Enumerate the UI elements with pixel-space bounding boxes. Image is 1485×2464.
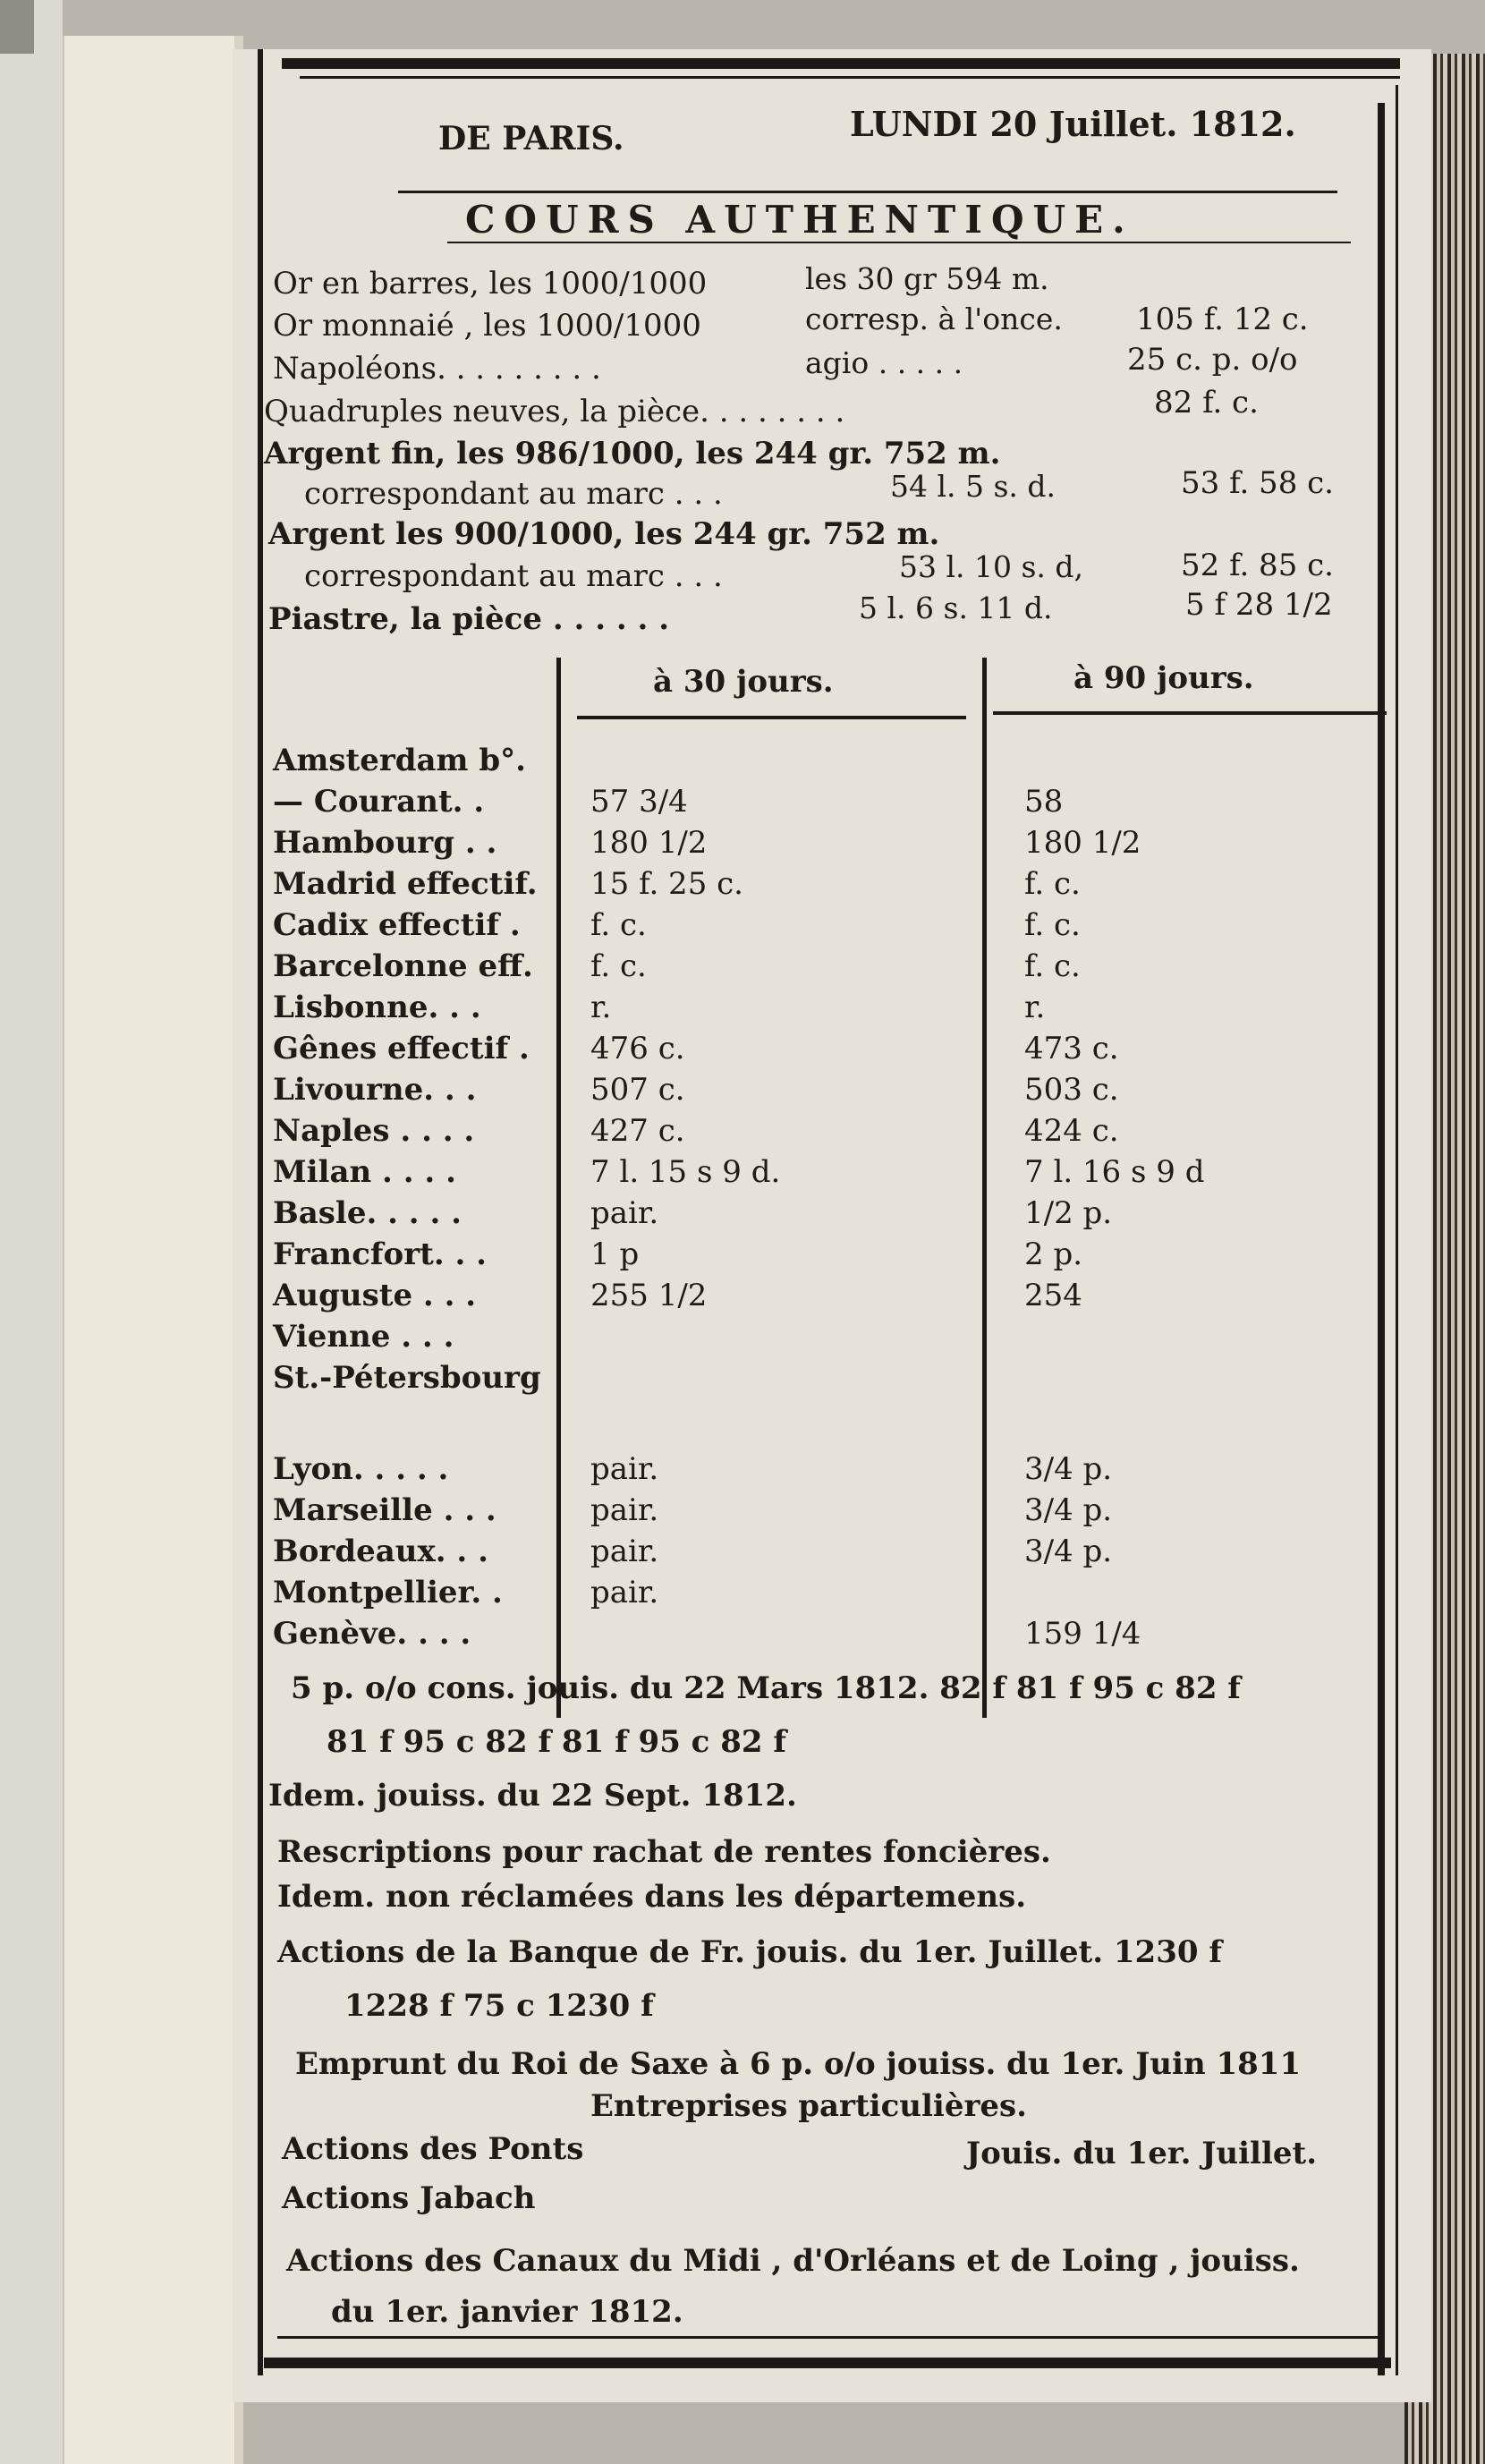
exchange-rate-30-days: f. c. xyxy=(590,907,647,943)
exchange-rate-90-days: 3/4 p. xyxy=(1024,1492,1113,1528)
exchange-place: Barcelonne eff. xyxy=(273,948,533,984)
header-rule xyxy=(398,191,1337,193)
exchange-rate-90-days: 58 xyxy=(1024,784,1064,820)
page-title: COURS AUTHENTIQUE. xyxy=(465,198,1134,242)
exchange-rate-30-days: 255 1/2 xyxy=(590,1278,708,1313)
exchange-rate-90-days: 254 xyxy=(1024,1278,1082,1313)
exchange-rate-90-days: 2 p. xyxy=(1024,1236,1083,1272)
column-divider xyxy=(556,658,561,1718)
exchange-rate-90-days: 180 1/2 xyxy=(1024,825,1141,861)
exchange-place: Montpellier. . xyxy=(273,1575,503,1610)
metal-label: correspondant au marc . . . xyxy=(304,476,723,512)
fund-line: Rescriptions pour rachat de rentes foncières. xyxy=(277,1834,1051,1870)
section-heading: Entreprises particulières. xyxy=(590,2088,1027,2124)
fund-line: Emprunt du Roi de Saxe à 6 p. o/o jouiss. du 1er. Juin 1811 xyxy=(295,2046,1302,2082)
exchange-place: Genève. . . . xyxy=(273,1616,471,1652)
metal-mid: 54 l. 5 s. d. xyxy=(890,469,1056,504)
exchange-rate-90-days: 503 c. xyxy=(1024,1072,1119,1108)
exchange-rate-90-days: 3/4 p. xyxy=(1024,1534,1113,1569)
metal-mid: les 30 gr 594 m. xyxy=(805,261,1049,296)
exchange-rate-90-days: 3/4 p. xyxy=(1024,1451,1113,1487)
exchange-rate-30-days: f. c. xyxy=(590,948,647,984)
column-header-90-days: à 90 jours. xyxy=(1073,660,1254,696)
fund-line: Actions des Ponts xyxy=(282,2131,584,2167)
metal-value: 52 f. 85 c. xyxy=(1181,548,1334,583)
metal-mid: 53 l. 10 s. d, xyxy=(899,549,1084,584)
exchange-rate-90-days: 424 c. xyxy=(1024,1113,1119,1149)
adjacent-page-edge xyxy=(0,0,63,2464)
fund-line: Actions des Canaux du Midi , d'Orléans et de Loing , jouiss. xyxy=(286,2243,1300,2279)
metal-value: 82 f. c. xyxy=(1154,385,1259,421)
fund-line: 1228 f 75 c 1230 f xyxy=(344,1988,654,2024)
exchange-rate-90-days: 473 c. xyxy=(1024,1031,1119,1066)
frame-rule xyxy=(300,76,1400,79)
frame-rule xyxy=(258,49,263,2375)
fund-note: Jouis. du 1er. Juillet. xyxy=(966,2136,1318,2171)
metal-label: Argent les 900/1000, les 244 gr. 752 m. xyxy=(268,516,940,552)
metal-label: Napoléons. . . . . . . . . xyxy=(273,351,601,387)
frame-rule xyxy=(1378,103,1385,2375)
exchange-rate-30-days: pair. xyxy=(590,1451,659,1487)
exchange-place: Livourne. . . xyxy=(273,1072,477,1108)
exchange-rate-90-days: f. c. xyxy=(1024,866,1081,902)
exchange-rate-90-days: 7 l. 16 s 9 d xyxy=(1024,1154,1205,1190)
fund-line: 5 p. o/o cons. jouis. du 22 Mars 1812. 82 f 81 f 95 c 82 f xyxy=(291,1670,1241,1706)
metal-label: Piastre, la pièce . . . . . . xyxy=(268,601,670,637)
document-page xyxy=(233,49,1431,2402)
exchange-rate-30-days: 427 c. xyxy=(590,1113,685,1149)
exchange-place: — Courant. . xyxy=(273,784,485,820)
metal-value: 53 f. 58 c. xyxy=(1181,465,1334,501)
exchange-rate-90-days: f. c. xyxy=(1024,907,1081,943)
exchange-rate-30-days: pair. xyxy=(590,1575,659,1610)
exchange-place: Hambourg . . xyxy=(273,825,497,861)
exchange-place: Madrid effectif. xyxy=(273,866,538,902)
exchange-place: Vienne . . . xyxy=(273,1319,454,1355)
exchange-rate-30-days: 7 l. 15 s 9 d. xyxy=(590,1154,781,1190)
exchange-rate-30-days: 507 c. xyxy=(590,1072,685,1108)
exchange-rate-30-days: 476 c. xyxy=(590,1031,685,1066)
exchange-place: Milan . . . . xyxy=(273,1154,456,1190)
title-rule xyxy=(447,242,1351,243)
header-place: DE PARIS. xyxy=(438,120,624,157)
exchange-place: Cadix effectif . xyxy=(273,907,521,943)
fund-line: Actions Jabach xyxy=(282,2180,536,2216)
metal-mid: 5 l. 6 s. 11 d. xyxy=(859,591,1053,625)
exchange-place: Lyon. . . . . xyxy=(273,1451,449,1487)
exchange-rate-30-days: r. xyxy=(590,990,612,1025)
header-date: LUNDI 20 Juillet. 1812. xyxy=(850,104,1296,144)
column-rule xyxy=(993,711,1387,715)
metal-label: Argent fin, les 986/1000, les 244 gr. 752 m. xyxy=(264,436,1001,472)
exchange-rate-30-days: pair. xyxy=(590,1534,659,1569)
exchange-rate-30-days: 180 1/2 xyxy=(590,825,708,861)
exchange-rate-90-days: r. xyxy=(1024,990,1046,1025)
metal-mid: corresp. à l'once. xyxy=(805,302,1063,336)
column-header-30-days: à 30 jours. xyxy=(653,664,834,700)
exchange-rate-30-days: pair. xyxy=(590,1195,659,1231)
metal-mid: agio . . . . . xyxy=(805,345,963,380)
metal-label: Quadruples neuves, la pièce. . . . . . . . xyxy=(264,394,845,429)
exchange-place: Gênes effectif . xyxy=(273,1031,530,1066)
column-rule xyxy=(577,716,966,719)
exchange-rate-90-days: 159 1/4 xyxy=(1024,1616,1141,1652)
book-gutter xyxy=(63,36,243,2464)
exchange-place: Amsterdam b°. xyxy=(273,743,526,778)
metal-value: 5 f 28 1/2 xyxy=(1185,587,1333,623)
exchange-place: Naples . . . . xyxy=(273,1113,475,1149)
exchange-place: Lisbonne. . . xyxy=(273,990,481,1025)
exchange-rate-90-days: f. c. xyxy=(1024,948,1081,984)
metal-label: Or monnaié , les 1000/1000 xyxy=(273,308,701,344)
fund-line: Idem. jouiss. du 22 Sept. 1812. xyxy=(268,1778,797,1814)
exchange-place: Auguste . . . xyxy=(273,1278,477,1313)
fund-line: du 1er. janvier 1812. xyxy=(331,2294,683,2330)
metal-label: correspondant au marc . . . xyxy=(304,558,723,594)
exchange-rate-30-days: 1 p xyxy=(590,1236,640,1272)
frame-rule xyxy=(277,2336,1378,2339)
metal-label: Or en barres, les 1000/1000 xyxy=(273,266,708,302)
exchange-place: Bordeaux. . . xyxy=(273,1534,488,1569)
exchange-rate-30-days: pair. xyxy=(590,1492,659,1528)
exchange-rate-30-days: 57 3/4 xyxy=(590,784,688,820)
exchange-place: Basle. . . . . xyxy=(273,1195,462,1231)
frame-rule xyxy=(1396,85,1398,2375)
metal-value: 25 c. p. o/o xyxy=(1127,342,1298,378)
fund-line: 81 f 95 c 82 f 81 f 95 c 82 f xyxy=(327,1724,787,1760)
exchange-rate-30-days: 15 f. 25 c. xyxy=(590,866,743,902)
exchange-rate-90-days: 1/2 p. xyxy=(1024,1195,1113,1231)
frame-rule xyxy=(282,58,1400,69)
exchange-place: St.-Pétersbourg xyxy=(273,1360,541,1396)
column-divider xyxy=(982,658,987,1718)
fund-line: Idem. non réclamées dans les départemens. xyxy=(277,1879,1027,1915)
exchange-place: Marseille . . . xyxy=(273,1492,496,1528)
exchange-place: Francfort. . . xyxy=(273,1236,488,1272)
metal-value: 105 f. 12 c. xyxy=(1136,302,1309,337)
frame-rule xyxy=(264,2358,1391,2368)
fund-line: Actions de la Banque de Fr. jouis. du 1er. Juillet. 1230 f xyxy=(277,1934,1222,1970)
